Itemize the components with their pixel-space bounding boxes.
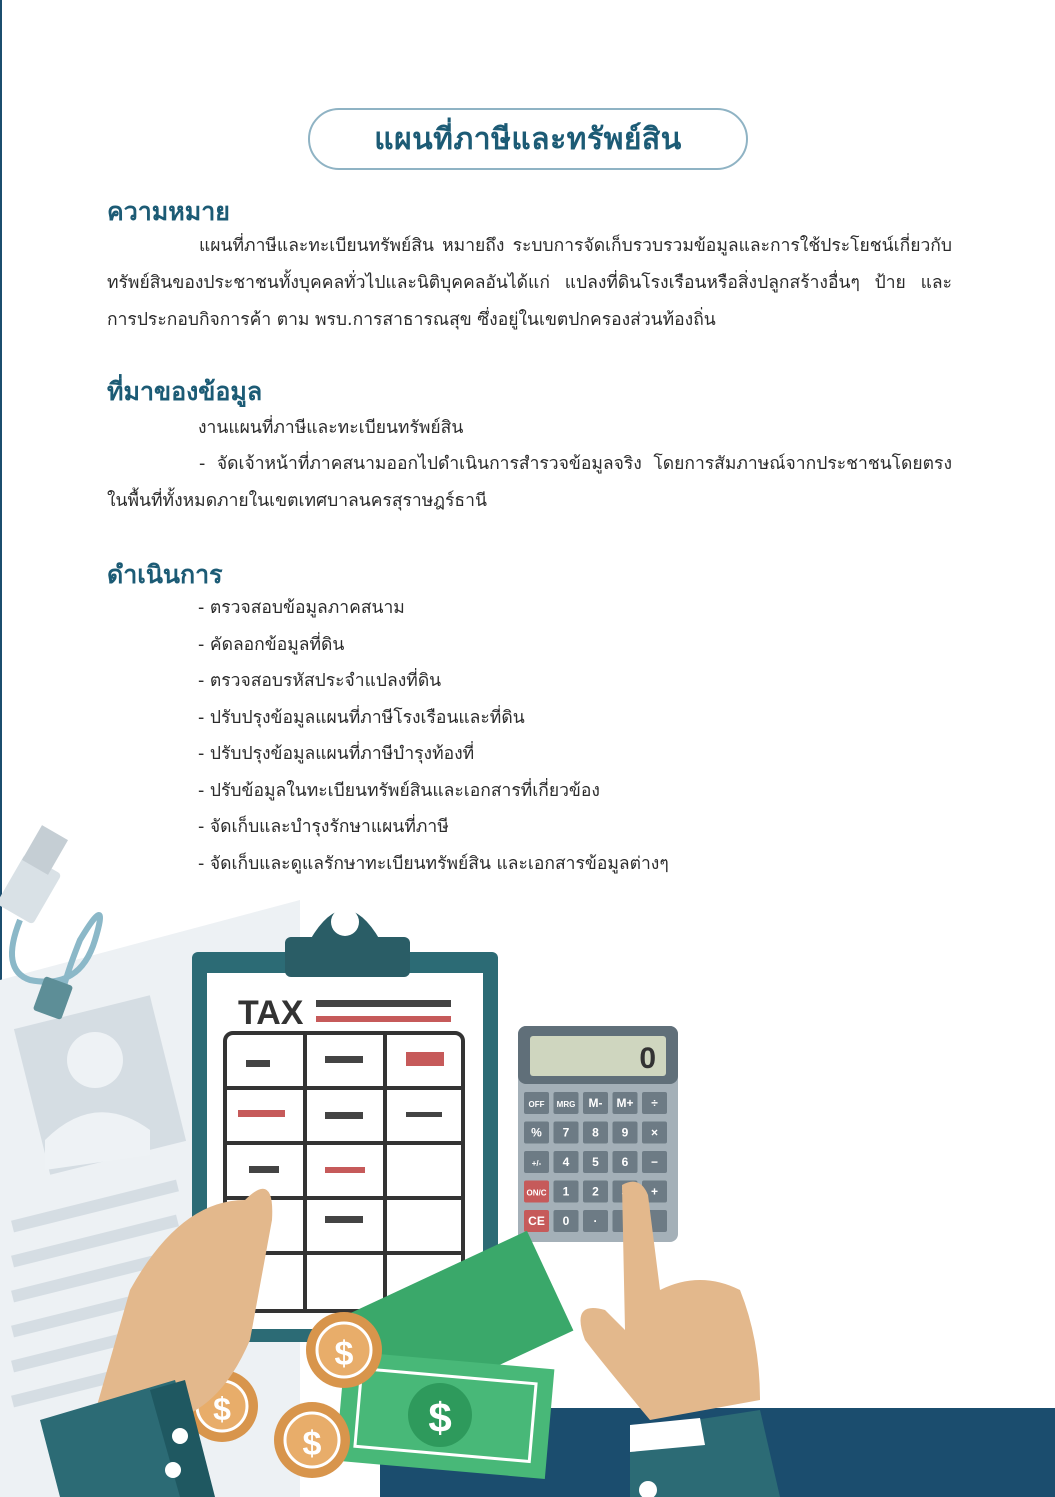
calculator-key-label: +/-	[531, 1159, 542, 1168]
calculator-key-label: ON/C	[526, 1188, 547, 1198]
calculator-key-label: %	[531, 1125, 542, 1140]
calculator-key-label: 2	[592, 1184, 599, 1199]
title-banner	[308, 108, 748, 170]
heading-meaning: ความหมาย	[107, 197, 230, 226]
calculator-display: 0	[639, 1042, 656, 1075]
calculator-key-label: 6	[621, 1155, 629, 1169]
tax-illustration	[0, 820, 1055, 1497]
coin-symbol: $	[213, 1391, 231, 1427]
list-item: - ปรับปรุงข้อมูลแผนที่ภาษีบำรุงท้องที่	[198, 744, 475, 764]
list-item: - คัดลอกข้อมูลที่ดิน	[198, 634, 345, 655]
calculator-key-label: 5	[592, 1155, 599, 1169]
calculator-key-label: 8	[592, 1125, 599, 1140]
calculator-key-label: 1	[562, 1184, 570, 1199]
list-item: - ตรวจสอบข้อมูลภาคสนาม	[198, 598, 405, 618]
calculator-key-label: 9	[621, 1125, 629, 1140]
heading-source: ที่มาของข้อมูล	[107, 377, 263, 406]
calculator-key-label: M-	[588, 1096, 603, 1110]
clipboard-label: TAX	[238, 994, 304, 1032]
calculator-key-label: MRG	[556, 1100, 576, 1109]
calculator-key-label: M+	[616, 1096, 634, 1110]
calculator-key-label: ·	[593, 1214, 598, 1228]
calculator-key-label: ×	[650, 1125, 659, 1140]
source-paragraph: - จัดเจ้าหน้าที่ภาคสนามออกไปดำเนินการสำรวจข้อมูลจริง โดยการสัมภาษณ์จากประชาชนโดยตรง ในพื้นที่ทั้งหมดภายในเขตเทศบาลนครสุราษฎร์ธานี	[107, 454, 952, 511]
calculator-key-label: −	[650, 1155, 659, 1169]
meaning-paragraph: แผนที่ภาษีและทะเบียนทรัพย์สิน หมายถึง ระบบการจัดเก็บรวบรวมข้อมูลและการใช้ประโยชน์เกี่ยวกับทรัพย์สินของประชาชนทั้งบุคคลทั่วไปและนิติบุคคลอันได้แก่ แปลงที่ดินโรงเรือนหรือสิ่งปลูกสร้างอื่นๆ ป้าย และการประกอบกิจการค้า ตาม พรบ.การสาธารณสุข ซึ่งอยู่ในเขตปกครองส่วนท้องถิ่น	[107, 236, 952, 330]
calculator-key-label: ÷	[651, 1096, 658, 1110]
calculator-key-label: 0	[562, 1214, 570, 1228]
heading-operation: ดำเนินการ	[107, 560, 223, 589]
calculator-key-label: 7	[562, 1125, 570, 1140]
list-item: - ตรวจสอบรหัสประจำแปลงที่ดิน	[198, 671, 442, 691]
bill-symbol: $	[428, 1394, 452, 1441]
calculator-key-label: OFF	[528, 1100, 545, 1109]
coin-symbol: $	[302, 1425, 322, 1463]
calculator-key-label: 4	[562, 1155, 570, 1169]
list-item: - จัดเก็บและบำรุงรักษาแผนที่ภาษี	[198, 817, 449, 837]
page-title: แผนที่ภาษีและทรัพย์สิน	[374, 121, 682, 157]
calculator-key-label: CE	[528, 1214, 545, 1228]
calculator-key-label: +	[650, 1184, 659, 1199]
list-item: - ปรับข้อมูลในทะเบียนทรัพย์สินและเอกสารที่เกี่ยวข้อง	[198, 780, 600, 801]
coin-symbol: $	[334, 1335, 354, 1373]
list-item: - จัดเก็บและดูแลรักษาทะเบียนทรัพย์สิน และเอกสารข้อมูลต่างๆ	[198, 853, 669, 874]
source-line-1: งานแผนที่ภาษีและทะเบียนทรัพย์สิน	[198, 418, 464, 438]
list-item: - ปรับปรุงข้อมูลแผนที่ภาษีโรงเรือนและที่ดิน	[198, 707, 525, 728]
